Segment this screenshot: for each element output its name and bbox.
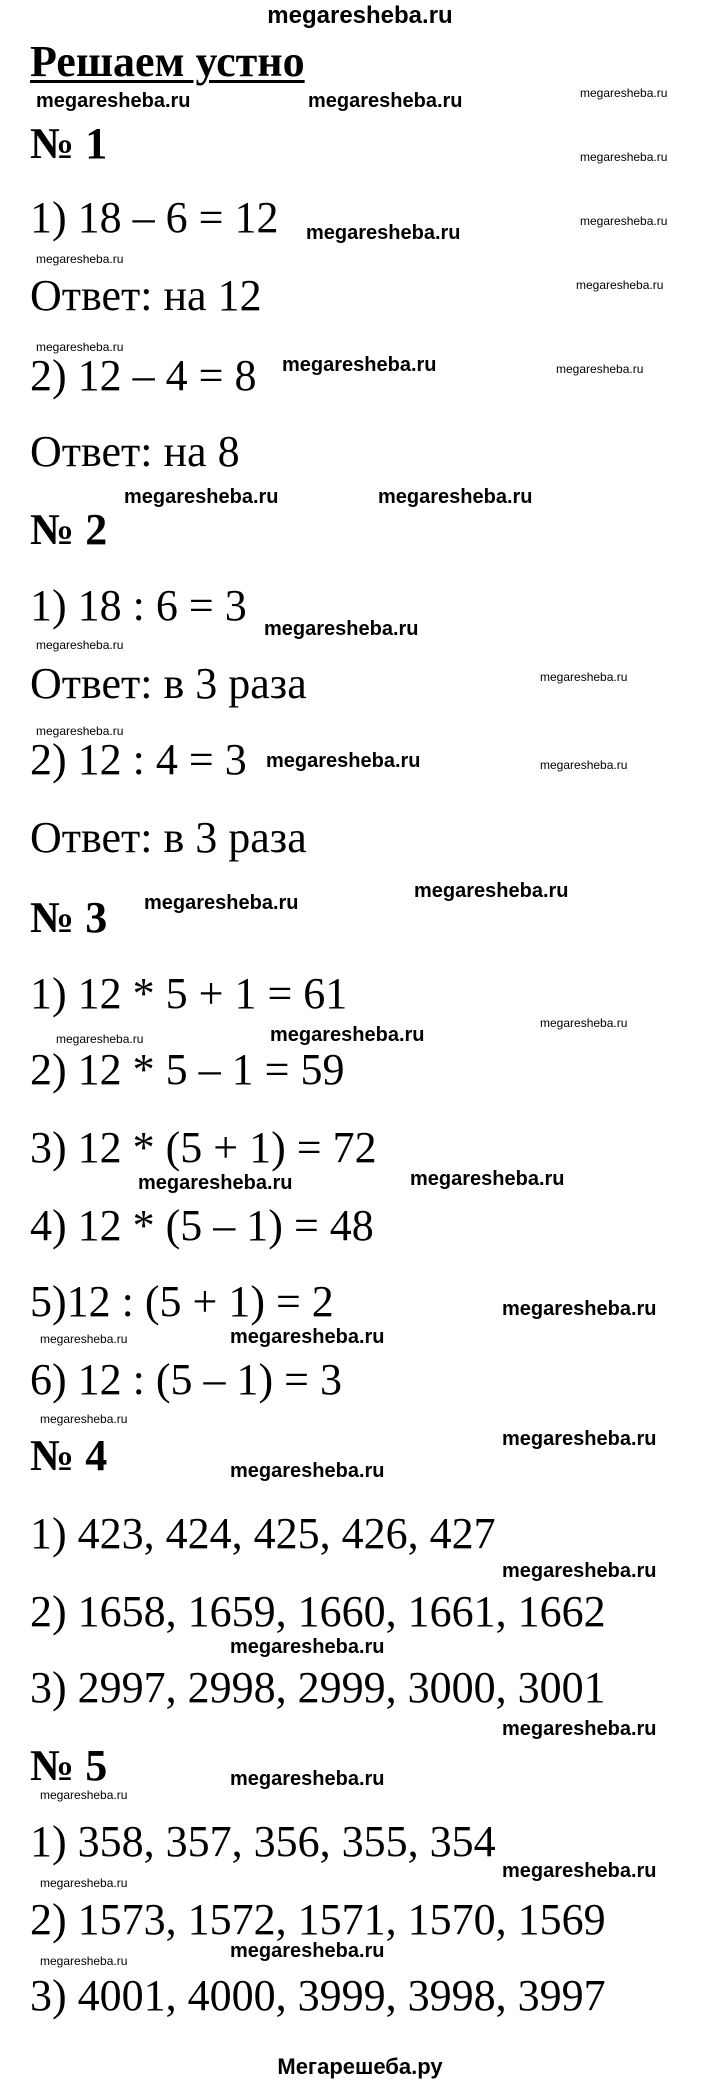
section-2-line-4: Ответ: в 3 раза xyxy=(30,813,307,862)
watermark: megaresheba.ru xyxy=(306,222,461,244)
section-number-4: № 4 xyxy=(30,1431,108,1480)
watermark: megaresheba.ru xyxy=(36,90,191,112)
section-3-line-5: 5)12 : (5 + 1) = 2 xyxy=(30,1277,334,1326)
section-number-3: № 3 xyxy=(30,893,108,942)
watermark: megaresheba.ru xyxy=(502,1860,657,1882)
section-1-line-4: Ответ: на 8 xyxy=(30,427,240,476)
section-5-line-2: 2) 1573, 1572, 1571, 1570, 1569 xyxy=(30,1895,606,1944)
watermark: megaresheba.ru xyxy=(580,86,668,100)
section-number-2: № 2 xyxy=(30,505,108,554)
watermark: megaresheba.ru xyxy=(266,750,421,772)
section-5-line-3: 3) 4001, 4000, 3999, 3998, 3997 xyxy=(30,1971,606,2020)
watermark: megaresheba.ru xyxy=(540,670,628,684)
watermark: megaresheba.ru xyxy=(230,1768,385,1790)
page-title: Решаем устно xyxy=(30,37,305,86)
section-4-line-2: 2) 1658, 1659, 1660, 1661, 1662 xyxy=(30,1587,606,1636)
section-4-line-3: 3) 2997, 2998, 2999, 3000, 3001 xyxy=(30,1663,606,1712)
section-2-line-1: 1) 18 : 6 = 3 xyxy=(30,581,247,630)
watermark: megaresheba.ru xyxy=(40,1412,128,1426)
watermark: megaresheba.ru xyxy=(282,354,437,376)
section-number-5: № 5 xyxy=(30,1741,108,1790)
watermark: megaresheba.ru xyxy=(36,724,124,738)
watermark: megaresheba.ru xyxy=(502,1428,657,1450)
section-4-line-1: 1) 423, 424, 425, 426, 427 xyxy=(30,1509,496,1558)
watermark: megaresheba.ru xyxy=(556,362,644,376)
site-header: megaresheba.ru xyxy=(267,2,453,29)
watermark: megaresheba.ru xyxy=(378,486,533,508)
section-3-line-3: 3) 12 * (5 + 1) = 72 xyxy=(30,1123,377,1172)
section-3-line-6: 6) 12 : (5 – 1) = 3 xyxy=(30,1355,342,1404)
watermark: megaresheba.ru xyxy=(230,1636,385,1658)
watermark: megaresheba.ru xyxy=(144,892,299,914)
section-2-line-3: 2) 12 : 4 = 3 xyxy=(30,735,247,784)
section-1-line-3: 2) 12 – 4 = 8 xyxy=(30,351,257,400)
watermark: megaresheba.ru xyxy=(36,340,124,354)
watermark: megaresheba.ru xyxy=(230,1326,385,1348)
watermark: megaresheba.ru xyxy=(502,1718,657,1740)
watermark: megaresheba.ru xyxy=(540,758,628,772)
watermark: megaresheba.ru xyxy=(124,486,279,508)
watermark: megaresheba.ru xyxy=(36,252,124,266)
watermark: megaresheba.ru xyxy=(56,1032,144,1046)
section-3-line-4: 4) 12 * (5 – 1) = 48 xyxy=(30,1201,374,1250)
section-5-line-1: 1) 358, 357, 356, 355, 354 xyxy=(30,1817,496,1866)
watermark: megaresheba.ru xyxy=(40,1954,128,1968)
watermark: megaresheba.ru xyxy=(230,1940,385,1962)
section-1-line-1: 1) 18 – 6 = 12 xyxy=(30,193,279,242)
watermark: megaresheba.ru xyxy=(308,90,463,112)
watermark: megaresheba.ru xyxy=(410,1168,565,1190)
watermark: megaresheba.ru xyxy=(576,278,664,292)
watermark: megaresheba.ru xyxy=(264,618,419,640)
watermark: megaresheba.ru xyxy=(36,638,124,652)
watermark: megaresheba.ru xyxy=(580,150,668,164)
section-number-1: № 1 xyxy=(30,119,108,168)
watermark: megaresheba.ru xyxy=(414,880,569,902)
section-3-line-1: 1) 12 * 5 + 1 = 61 xyxy=(30,969,348,1018)
watermark: megaresheba.ru xyxy=(230,1460,385,1482)
watermark: megaresheba.ru xyxy=(40,1788,128,1802)
watermark: megaresheba.ru xyxy=(540,1016,628,1030)
section-1-line-2: Ответ: на 12 xyxy=(30,271,262,320)
watermark: megaresheba.ru xyxy=(502,1298,657,1320)
watermark: megaresheba.ru xyxy=(502,1560,657,1582)
watermark: megaresheba.ru xyxy=(580,214,668,228)
watermark: megaresheba.ru xyxy=(138,1172,293,1194)
section-3-line-2: 2) 12 * 5 – 1 = 59 xyxy=(30,1045,345,1094)
watermark: megaresheba.ru xyxy=(270,1024,425,1046)
section-2-line-2: Ответ: в 3 раза xyxy=(30,659,307,708)
watermark: megaresheba.ru xyxy=(40,1332,128,1346)
watermark: megaresheba.ru xyxy=(40,1876,128,1890)
page-footer: Мегарешеба.ру xyxy=(277,2054,443,2079)
